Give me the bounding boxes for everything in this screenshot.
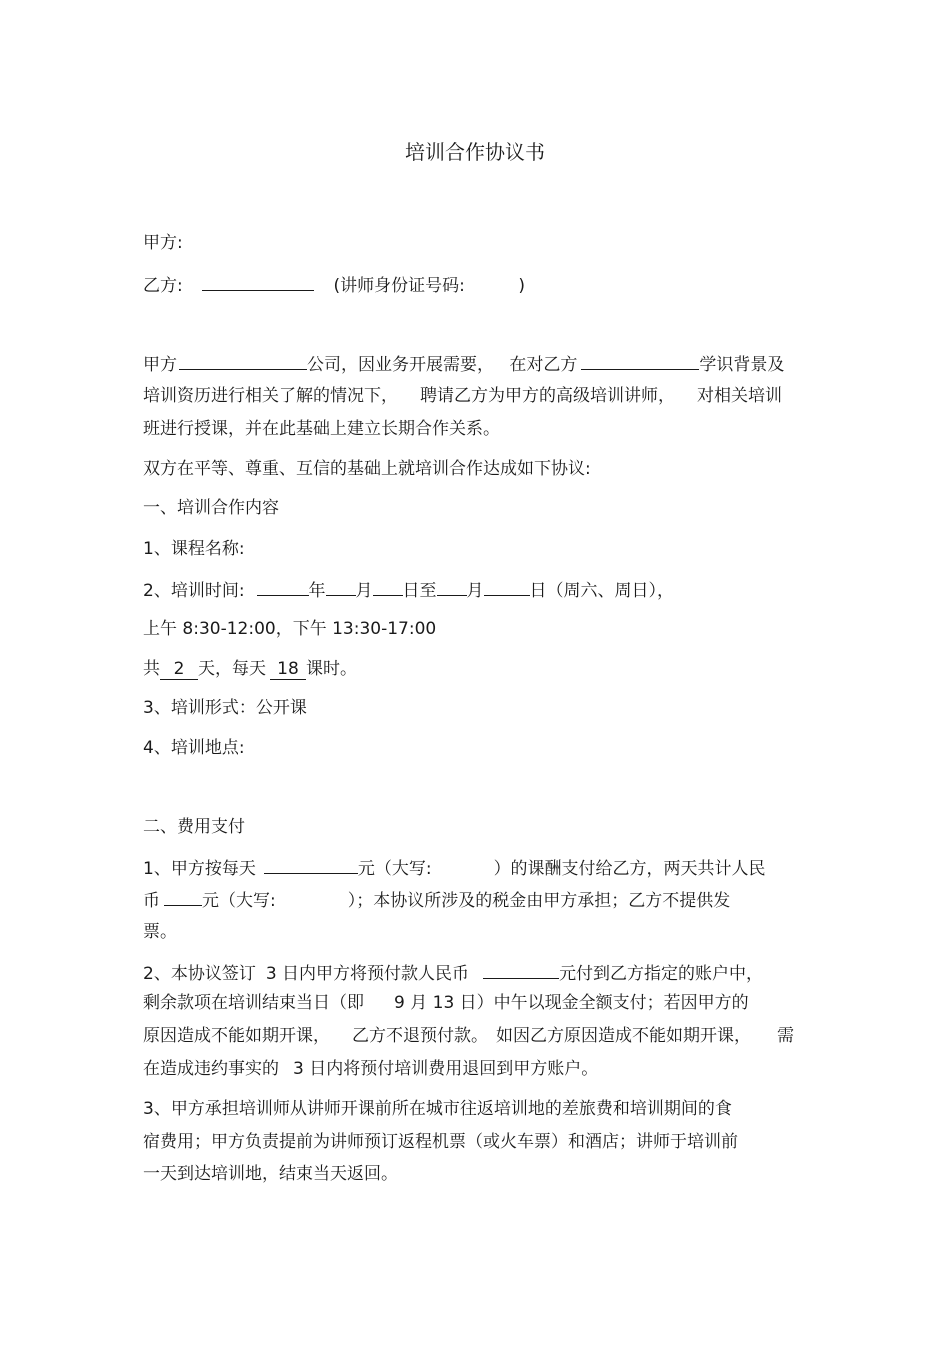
payment-p2-line-4	[143, 1058, 598, 1080]
month-label: 月	[355, 581, 373, 601]
total-label: 共	[143, 659, 160, 679]
payment-text: 在造成违约事实的	[143, 1059, 279, 1079]
company-name-blank[interactable]	[179, 352, 307, 370]
hours-unit-label: 课时。	[306, 659, 357, 679]
intro-text: 学识背景及	[699, 355, 785, 375]
payment-text: 剩余款项在培训结束当日（即	[143, 993, 364, 1013]
payment-text: 币	[143, 891, 160, 911]
days-value[interactable]: 2	[160, 660, 198, 680]
training-form-line	[143, 697, 307, 719]
payment-text: ）的课酬支付给乙方，两天共计人民	[493, 859, 766, 879]
month-end-blank[interactable]	[437, 578, 467, 596]
month-blank[interactable]	[326, 578, 356, 596]
time-slots-text: 上午 8:30-12:00，下午 13:30-17:00	[143, 619, 437, 639]
month-end-label: 月	[466, 581, 484, 601]
section-heading: 一、培训合作内容	[143, 498, 279, 518]
payment-text: 元（大写:	[202, 891, 276, 911]
intro-line-1	[143, 352, 784, 376]
section-heading: 二、费用支付	[143, 817, 245, 837]
hours-value[interactable]: 18	[270, 660, 306, 680]
intro-line-3	[143, 418, 500, 440]
total-days-line	[143, 658, 357, 680]
daily-fee-blank[interactable]	[264, 856, 358, 874]
section-1-heading	[143, 497, 279, 519]
payment-p3-line-2	[143, 1131, 738, 1153]
payment-text: 需	[777, 1026, 794, 1046]
payment-text: 元付到乙方指定的账户中，	[559, 964, 764, 984]
payment-text: 3 日内甲方将预付款人民币	[265, 964, 470, 984]
payment-text: 2、本协议签订	[143, 964, 256, 984]
intro-text: 甲方	[143, 355, 177, 375]
document-title: 培训合作协议书	[405, 140, 545, 164]
prepayment-blank[interactable]	[483, 961, 559, 979]
payment-text: 如因乙方原因造成不能如期开课，	[496, 1026, 751, 1046]
party-a-label: 甲方:	[143, 233, 183, 253]
intro-text: 在对乙方	[509, 355, 578, 375]
time-slots-line	[143, 618, 436, 640]
id-number-label: (讲师身份证号码:	[333, 276, 465, 296]
payment-text: 9 月 13 日）中午以现金全额支付；若因甲方的	[394, 993, 749, 1013]
intro-text: 班进行授课，并在此基础上建立长期合作关系。	[143, 419, 500, 439]
payment-p3-line-3	[143, 1163, 398, 1185]
party-b-name-blank[interactable]	[202, 273, 314, 291]
payment-p1-line-3	[143, 921, 177, 943]
year-blank[interactable]	[257, 578, 309, 596]
payment-text: ）；本协议所涉及的税金由甲方承担；乙方不提供发	[347, 891, 731, 911]
payment-text: 元（大写:	[357, 859, 432, 879]
payment-text: 3 日内将预付培训费用退回到甲方账户。	[293, 1059, 599, 1079]
day-end-blank[interactable]	[484, 578, 530, 596]
payment-p2-line-3	[143, 1025, 794, 1047]
payment-p2-line-2	[143, 992, 749, 1014]
payment-text: 一天到达培训地，结束当天返回。	[143, 1164, 398, 1184]
payment-p1-line-1	[143, 856, 766, 880]
party-b-blank[interactable]	[581, 352, 699, 370]
training-place-line	[143, 737, 245, 759]
payment-text: 票。	[143, 922, 177, 942]
total-fee-blank[interactable]	[164, 888, 202, 906]
year-label: 年	[308, 581, 326, 601]
intro-line-2	[143, 385, 782, 407]
intro-text: 培训资历进行相关了解的情况下，	[143, 386, 398, 406]
section-2-heading	[143, 816, 245, 838]
party-b-label: 乙方:	[143, 276, 183, 296]
intro-text: 公司，因业务开展需要，	[307, 355, 494, 375]
training-time-line	[143, 578, 674, 602]
id-number-close: )	[518, 276, 525, 296]
agreement-line	[143, 458, 591, 480]
payment-text: 3、甲方承担培训师从讲师开课前所在城市往返培训地的差旅费和培训期间的食	[143, 1099, 732, 1119]
per-day-label: 天，每天	[198, 659, 266, 679]
training-time-label: 2、培训时间:	[143, 581, 245, 601]
course-name-label: 1、课程名称:	[143, 539, 245, 559]
payment-p2-line-1	[143, 961, 763, 985]
payment-text: 乙方不退预付款。	[352, 1026, 488, 1046]
training-form-text: 3、培训形式：公开课	[143, 698, 307, 718]
payment-p3-line-1	[143, 1098, 732, 1120]
payment-text: 原因造成不能如期开课，	[143, 1026, 330, 1046]
party-b-line	[143, 273, 525, 297]
day-to-label: 日至	[402, 581, 437, 601]
day-end-label: 日（周六、周日），	[529, 581, 675, 601]
payment-p1-line-2	[143, 888, 730, 912]
intro-text: 聘请乙方为甲方的高级培训讲师，	[420, 386, 675, 406]
payment-text: 1、甲方按每天	[143, 859, 256, 879]
payment-text: 宿费用；甲方负责提前为讲师预订返程机票（或火车票）和酒店；讲师于培训前	[143, 1132, 738, 1152]
party-a-line	[143, 232, 183, 254]
agreement-text: 双方在平等、尊重、互信的基础上就培训合作达成如下协议:	[143, 459, 591, 479]
course-name-line	[143, 538, 245, 560]
training-place-label: 4、培训地点:	[143, 738, 245, 758]
intro-text: 对相关培训	[697, 386, 782, 406]
day-blank[interactable]	[373, 578, 403, 596]
